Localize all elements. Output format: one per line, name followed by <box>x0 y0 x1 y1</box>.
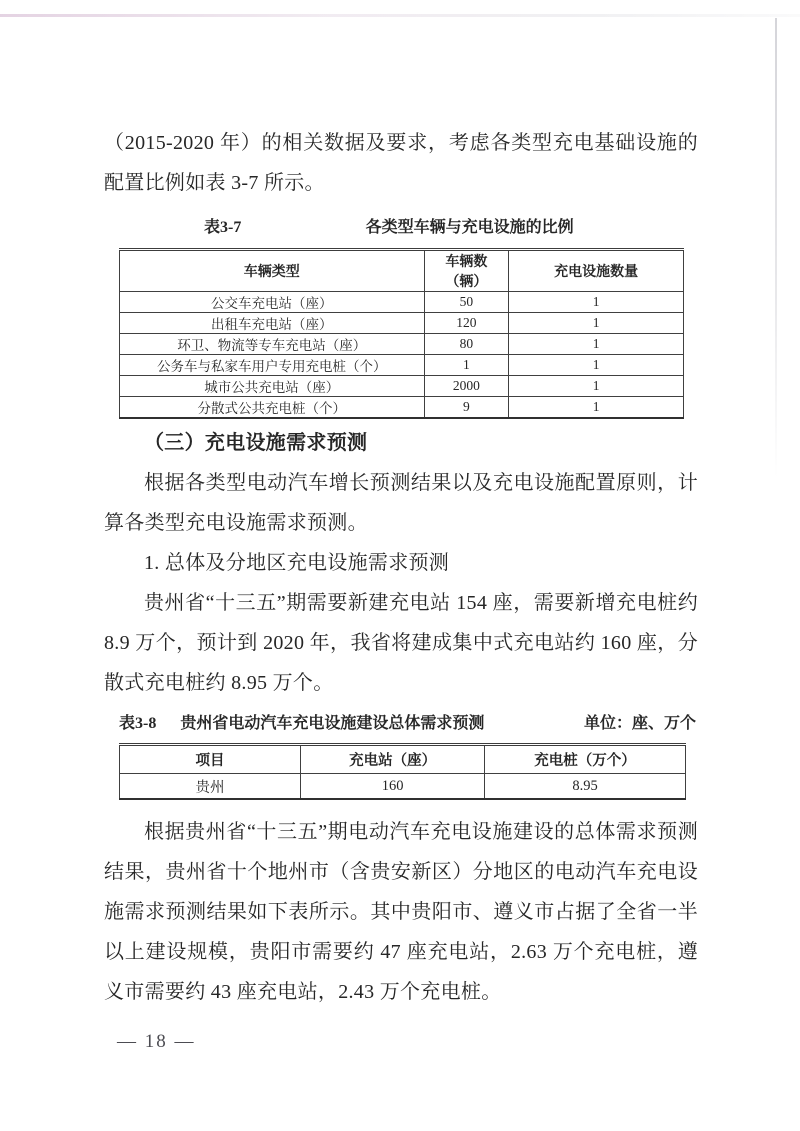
table-3-8-unit: 单位：座、万个 <box>583 715 696 732</box>
t37-cell: 1 <box>509 313 684 334</box>
t37-header-vehicle-type: 车辆类型 <box>120 250 425 292</box>
t37-cell: 1 <box>509 292 684 313</box>
t37-cell: 1 <box>509 376 684 397</box>
table-3-7-caption <box>104 217 698 239</box>
table-row <box>120 334 684 355</box>
t38-cell: 8.95 <box>485 774 686 800</box>
table-row <box>120 376 684 397</box>
table-row <box>120 292 684 313</box>
scan-artifact-right-edge <box>775 18 777 478</box>
t38-header-item: 项目 <box>120 745 301 774</box>
t38-header-station: 充电站（座） <box>301 745 485 774</box>
table-3-7 <box>119 248 684 419</box>
t37-cell: 1 <box>509 334 684 355</box>
section-heading-demand-forecast: （三）充电设施需求预测 <box>144 432 368 454</box>
paragraph-forecast-intro: 根据各类型电动汽车增长预测结果以及充电设施配置原则，计算各类型充电设施需求预测。 <box>104 472 698 534</box>
t37-header-vehicle-count: 车辆数（辆） <box>424 250 509 292</box>
table-row <box>120 313 684 334</box>
t38-cell: 贵州 <box>120 774 301 800</box>
t37-cell: 120 <box>424 313 509 334</box>
t38-cell: 160 <box>301 774 485 800</box>
table-row <box>120 355 684 376</box>
table-3-7-header-row <box>120 250 684 292</box>
subheading-overall-regional: 1. 总体及分地区充电设施需求预测 <box>144 552 450 574</box>
paragraph-regional-forecast: 根据贵州省“十三五”期电动汽车充电设施建设的总体需求预测结果，贵州省十个地州市（含贵安新区）分地区的电动汽车充电设施需求预测结果如下表所示。其中贵阳市、遵义市占据了全省一半以上建设规模，贵阳市需要约 47 座充电站，2.63 万个充电桩，遵义市需要约 43 座充电站，2.43 万个充电桩。 <box>104 821 698 1003</box>
t37-cell: 9 <box>424 397 509 419</box>
t37-cell: 出租车充电站（座） <box>120 313 425 334</box>
table-row <box>120 774 686 800</box>
table-3-8 <box>119 743 686 800</box>
table-3-8-label: 表3-8 <box>119 715 157 732</box>
t37-cell: 80 <box>424 334 509 355</box>
t37-cell: 公务车与私家车用户专用充电桩（个） <box>120 355 425 376</box>
t37-cell: 环卫、物流等专车充电站（座） <box>120 334 425 355</box>
page-content <box>104 0 698 1012</box>
table-3-8-header-row <box>120 745 686 774</box>
table-3-8-caption <box>104 713 698 735</box>
t37-cell: 1 <box>509 355 684 376</box>
table-3-8-title: 贵州省电动汽车充电设施建设总体需求预测 <box>180 715 485 732</box>
t37-cell: 2000 <box>424 376 509 397</box>
table-3-7-label: 表3-7 <box>204 219 242 236</box>
t37-cell: 50 <box>424 292 509 313</box>
t37-cell: 公交车充电站（座） <box>120 292 425 313</box>
table-row <box>120 397 684 419</box>
t38-header-pile: 充电桩（万个） <box>485 745 686 774</box>
table-3-7-title: 各类型车辆与充电设施的比例 <box>365 219 574 236</box>
t37-cell: 1 <box>509 397 684 419</box>
paragraph-config-ratio: （2015-2020 年）的相关数据及要求，考虑各类型充电基础设施的配置比例如表 3-7 所示。 <box>104 132 698 194</box>
paragraph-overall-forecast: 贵州省“十三五”期需要新建充电站 154 座，需要新增充电桩约 8.9 万个，预计到 2020 年，我省将建成集中式充电站约 160 座，分散式充电桩约 8.95 万个。 <box>104 592 698 694</box>
page-number: — 18 — <box>117 1031 196 1052</box>
t37-cell: 城市公共充电站（座） <box>120 376 425 397</box>
t37-cell: 分散式公共充电桩（个） <box>120 397 425 419</box>
t37-cell: 1 <box>424 355 509 376</box>
t37-header-facility-count: 充电设施数量 <box>509 250 684 292</box>
